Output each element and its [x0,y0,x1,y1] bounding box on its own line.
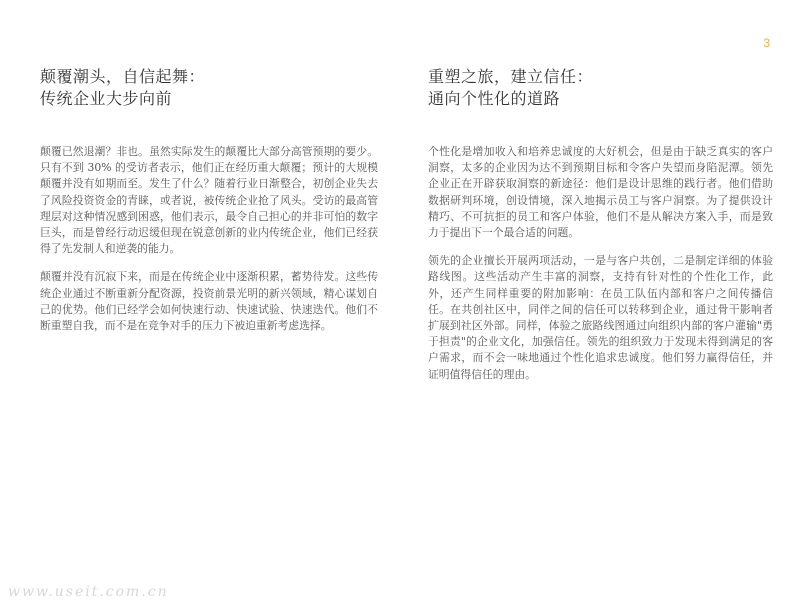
left-paragraph-2: 颠覆并没有沉寂下来，而是在传统企业中逐渐积累，蓄势待发。这些传统企业通过不断重新分配资源，投资前景光明的新兴领域，精心谋划自己的优势。他们已经学会如何快速行动、快速试验、快速迭代。他们不断重塑自我，而不是在竞争对手的压力下被迫重新考虑选择。 [40,270,378,333]
right-column [428,66,773,395]
left-column [40,66,378,346]
right-paragraph-2: 领先的企业擅长开展两项活动，一是与客户共创，二是制定详细的体验路线图。这些活动产生丰富的洞察，支持有针对性的个性化工作，此外，还产生同样重要的附加影响：在员工队伍内部和客户之间传播信任。在共创社区中，同伴之间的信任可以转移到企业，通过骨干影响者扩展到社区外部。同样，体验之旅路线图通过向组织内部的客户灌输"勇于担责"的企业文化，加强信任。领先的组织致力于发现未得到满足的客户需求，而不会一味地通过个性化追求忠诚度。他们努力赢得信任，并证明值得信任的理由。 [428,254,773,381]
right-heading-line-2: 通向个性化的道路 [428,89,561,108]
left-heading-line-1: 颠覆潮头，自信起舞： [40,67,206,86]
page-number: 3 [763,36,770,50]
right-body-text [428,144,773,383]
right-section-heading [428,66,773,110]
left-heading-line-2: 传统企业大步向前 [40,89,173,108]
site-watermark: www.useit.com.cn [8,584,169,600]
right-heading-line-1: 重塑之旅，建立信任： [428,67,594,86]
left-paragraph-1: 颠覆已然退潮？非也。虽然实际发生的颠覆比大部分高管预期的要少。只有不到 30% 的受访者表示，他们正在经历重大颠覆；预计的大规模颠覆并没有如期而至。发生了什么？随着行业日渐整合，初创企业失去了风险投资资金的青睐，或者说，被传统企业抢了风头。受访的最高管理层对这种情况感到困惑，他们表示，最令自己担心的并非可怕的数字巨头，而是曾经行动迟缓但现在锐意创新的业内传统企业，他们已经获得了先发制人和逆袭的能力。 [40,145,378,256]
left-section-heading [40,66,378,110]
right-paragraph-1: 个性化是增加收入和培养忠诚度的大好机会，但是由于缺乏真实的客户洞察，太多的企业因为达不到预期目标和令客户失望而身陷泥潭。领先企业正在开辟获取洞察的新途径：他们是设计思维的践行者。他们借助数据研判环境，创设情境，深入地揭示员工与客户洞察。为了提供设计精巧、不可抗拒的员工和客户体验，他们不是从解决方案入手，而是致力于提出下一个最合适的问题。 [428,145,773,240]
left-body-text [40,144,378,334]
